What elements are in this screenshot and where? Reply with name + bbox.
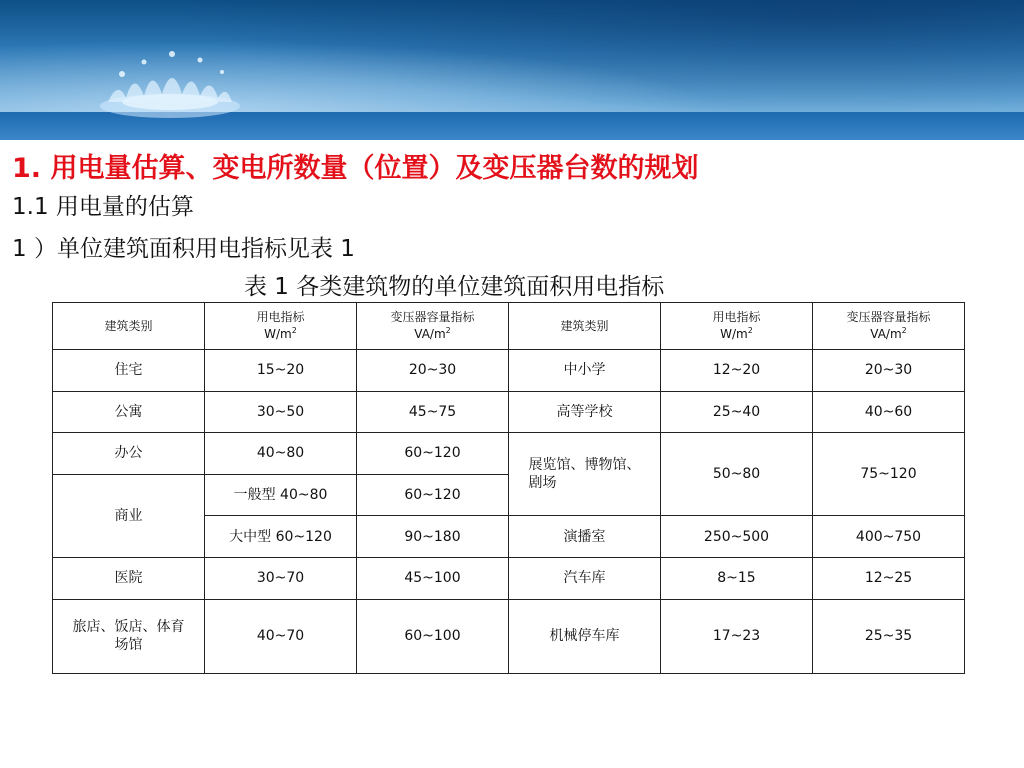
section-subheading: 1.1 用电量的估算 bbox=[12, 194, 194, 220]
table-row bbox=[53, 433, 965, 475]
table-caption: 表 1 各类建筑物的单位建筑面积用电指标 bbox=[244, 274, 665, 300]
cell-power-right: 25~40 bbox=[661, 391, 813, 433]
cell-capacity-right: 75~120 bbox=[813, 433, 965, 516]
cell-power: 40~70 bbox=[205, 599, 357, 673]
cell-category-right: 展览馆、博物馆、 剧场 bbox=[509, 433, 661, 516]
table-row bbox=[53, 599, 965, 673]
cell-power: 15~20 bbox=[205, 350, 357, 392]
cell-category: 商业 bbox=[53, 474, 205, 557]
cell-capacity: 45~75 bbox=[357, 391, 509, 433]
cell-category: 医院 bbox=[53, 558, 205, 600]
cell-power-right: 50~80 bbox=[661, 433, 813, 516]
header-category-right: 建筑类别 bbox=[509, 303, 661, 350]
cell-power-right: 8~15 bbox=[661, 558, 813, 600]
cell-capacity-right: 25~35 bbox=[813, 599, 965, 673]
cell-capacity: 45~100 bbox=[357, 558, 509, 600]
cell-power: 40~80 bbox=[205, 433, 357, 475]
cell-capacity: 60~100 bbox=[357, 599, 509, 673]
header-transformer-index: 变压器容量指标 $VA/m^2$ bbox=[357, 303, 509, 350]
cell-capacity: 20~30 bbox=[357, 350, 509, 392]
cell-capacity: 90~180 bbox=[357, 516, 509, 558]
slide-heading: 1. 用电量估算、变电所数量（位置）及变压器台数的规划 bbox=[12, 153, 699, 184]
cell-category-right: 演播室 bbox=[509, 516, 661, 558]
cell-capacity-right: 20~30 bbox=[813, 350, 965, 392]
table-row bbox=[53, 558, 965, 600]
header-category: 建筑类别 bbox=[53, 303, 205, 350]
header-power-index: 用电指标 $W/m^2$ bbox=[205, 303, 357, 350]
cell-power-right: 17~23 bbox=[661, 599, 813, 673]
cell-power: 30~70 bbox=[205, 558, 357, 600]
list-item-text: 1 ）单位建筑面积用电指标见表 1 bbox=[12, 236, 355, 262]
cell-category: 旅店、饭店、体育 场馆 bbox=[53, 599, 205, 673]
cell-category: 住宅 bbox=[53, 350, 205, 392]
cell-power: 一般型 40~80 bbox=[205, 474, 357, 516]
cell-capacity-right: 400~750 bbox=[813, 516, 965, 558]
cell-capacity: 60~120 bbox=[357, 474, 509, 516]
water-splash-graphic bbox=[60, 40, 260, 135]
cell-capacity-right: 12~25 bbox=[813, 558, 965, 600]
cell-category: 办公 bbox=[53, 433, 205, 475]
header-banner bbox=[0, 0, 1024, 140]
cell-capacity: 60~120 bbox=[357, 433, 509, 475]
table-row bbox=[53, 391, 965, 433]
cell-power-right: 12~20 bbox=[661, 350, 813, 392]
cell-category: 公寓 bbox=[53, 391, 205, 433]
table-header-row bbox=[53, 303, 965, 350]
cell-capacity-right: 40~60 bbox=[813, 391, 965, 433]
cell-category-right: 中小学 bbox=[509, 350, 661, 392]
cell-category-right: 机械停车库 bbox=[509, 599, 661, 673]
cell-category-right: 高等学校 bbox=[509, 391, 661, 433]
cell-power: 30~50 bbox=[205, 391, 357, 433]
cell-power: 大中型 60~120 bbox=[205, 516, 357, 558]
header-transformer-index-right: 变压器容量指标 $VA/m^2$ bbox=[813, 303, 965, 350]
cell-power-right: 250~500 bbox=[661, 516, 813, 558]
power-index-table bbox=[52, 302, 965, 674]
header-power-index-right: 用电指标 $W/m^2$ bbox=[661, 303, 813, 350]
cell-category-right: 汽车库 bbox=[509, 558, 661, 600]
table-row bbox=[53, 350, 965, 392]
